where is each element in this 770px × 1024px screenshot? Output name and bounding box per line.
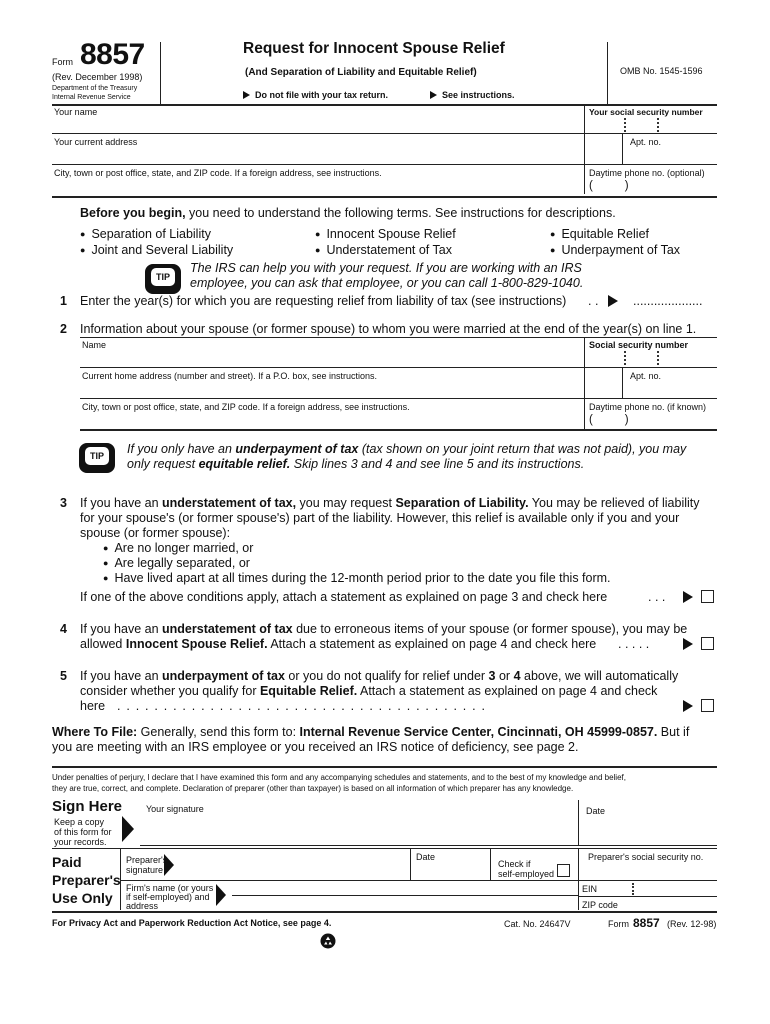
sign-note: Keep a copy [54,817,105,827]
preparer-date-label: Date [416,852,436,862]
arrow-right-icon [683,591,693,603]
line5-part: consider whether you qualify for [80,684,260,698]
firm-name-label: if self-employed) and [126,892,210,902]
ein-input[interactable] [600,882,716,894]
spouse-city-input[interactable] [82,413,582,427]
form-title: Request for Innocent Spouse Relief [243,40,505,57]
preparer-sig-label: Preparer's [126,855,168,865]
preparer-title: Use Only [52,890,113,906]
tip2-part: If you only have an [127,442,236,456]
line-number: 5 [60,669,67,683]
arrow-right-icon [683,700,693,712]
term-item: ● Joint and Several Liability [80,243,233,257]
arrow-right-icon [122,816,134,842]
condition-item: ● Have lived apart at all times during the 12-month period prior to the date you file this form. [103,571,611,585]
line3-bold: Separation of Liability. [395,496,529,510]
line5-part: or [495,669,514,683]
line5-checkbox[interactable] [701,699,714,712]
line4-bold: understatement of tax [162,622,293,636]
arrow-right-icon [164,854,174,876]
term-item: ● Understatement of Tax [315,243,452,257]
your-address-label: Your current address [54,137,138,147]
line3-part: you may request [296,496,396,510]
line4-text-2 [80,637,596,651]
line5-part: above, we will automatically [520,669,679,683]
tip-icon-label: TIP [151,268,175,286]
your-ssn-input[interactable] [590,118,716,132]
line4-part: allowed [80,637,126,651]
form-number: 8857 [80,38,145,71]
sign-note: your records. [54,837,107,847]
line-number: 2 [60,322,67,336]
recycle-icon [320,933,336,949]
before-you-begin [80,206,616,220]
where-to-file [52,725,689,739]
line5-bold: Equitable Relief. [259,684,358,698]
form-subtitle: (And Separation of Liability and Equitable Relief) [245,67,477,78]
tip2-text-1 [127,442,686,456]
spouse-apt-input[interactable] [626,382,716,396]
preparer-date-input[interactable] [416,862,486,878]
line3-checkbox[interactable] [701,590,714,603]
ein-label: EIN [582,884,598,894]
line4-part: Attach a statement as explained on page 4 and check here [267,637,597,651]
line3-text-1 [80,496,700,510]
footer-form-label: Form [608,919,629,929]
tip2-part: only request [127,457,199,471]
penalty-text-1: Under penalties of perjury, I declare that I have examined this form and any accompanying schedules and statements, and to the best of my knowledge and belief, [52,773,626,782]
where-to-file-address: Internal Revenue Service Center, Cincinnati, OH 45999-0857. [299,725,658,739]
tip-icon [145,264,181,294]
tip-text-1: The IRS can help you with your request. If you are working with an IRS [190,261,582,275]
revision-date: (Rev. December 1998) [52,72,143,82]
arrow-right-icon [683,638,693,650]
your-name-label: Your name [54,107,98,117]
your-phone-input[interactable]: ( ) [589,180,629,192]
catalog-number: Cat. No. 24647V [504,919,571,929]
line3-dots: . . . [648,590,666,604]
before-you-begin-bold: Before you begin, [80,206,186,220]
tip-text-2: employee, you can ask that employee, or you can call 1-800-829-1040. [190,276,584,290]
firm-name-label: Firm's name (or yours [126,883,214,893]
your-address-input[interactable] [54,148,614,162]
penalty-text-2: they are true, correct, and complete. Declaration of preparer (other than taxpayer) is based on all information of which preparer has any knowledge. [52,784,574,793]
tip2-bold: equitable relief. [198,457,291,471]
self-employed-label: Check if [498,859,531,869]
your-ssn-label: Your social security number [589,107,703,117]
term-item: ● Underpayment of Tax [550,243,680,257]
condition-item: ● Are legally separated, or [103,556,250,570]
line5-part: or you do not qualify for relief under [284,669,489,683]
sign-date-input[interactable] [586,818,716,842]
zip-code-input[interactable] [626,898,716,910]
line5-text-3: here [80,699,106,713]
term-item: ● Separation of Liability [80,227,211,241]
line5-dots: . . . . . . . . . . . . . . . . . . . . . . . . . . . . . . . . . . . . . . . . [117,699,487,713]
line3-bold: understatement of tax, [162,496,297,510]
sign-note: of this form for [54,827,112,837]
where-to-file-part: Generally, send this form to: [137,725,300,739]
line1-year-input[interactable]: .................... [633,294,703,308]
tip2-bold: underpayment of tax [235,442,359,456]
line5-part: If you have an [80,669,163,683]
arrow-right-icon [216,884,226,906]
line-number: 4 [60,622,67,636]
your-city-input[interactable] [54,179,582,193]
self-employed-checkbox[interactable] [557,864,570,877]
line5-bold: underpayment of tax [162,669,285,683]
preparer-sig-label: signature [126,865,164,875]
term-item: ● Equitable Relief [550,227,649,241]
spouse-ssn-label: Social security number [589,340,689,350]
where-to-file-part: But if [657,725,690,739]
line4-part: due to erroneous items of your spouse (or former spouse), you may be [292,622,688,636]
before-you-begin-text: you need to understand the following terms. See instructions for descriptions. [185,206,616,220]
line5-bold: 3 [488,669,496,683]
line-number: 1 [60,294,67,308]
where-to-file-label: Where To File: [52,725,138,739]
line3-part: You may be relieved of liability [528,496,700,510]
where-to-file-text-2: you are meeting with an IRS employee or you received an IRS notice of deficiency, see page 2. [52,740,579,754]
omb-number: OMB No. 1545-1596 [620,66,703,76]
preparer-signature-input[interactable] [180,852,405,876]
line5-text-2 [80,684,657,698]
spouse-address-label: Current home address (number and street). If a P.O. box, see instructions. [82,371,377,381]
line5-text-1 [80,669,678,683]
spouse-address-input[interactable] [82,382,612,396]
your-apt-input[interactable] [626,148,716,162]
sign-here-title: Sign Here [52,798,123,815]
preparer-ssn-input[interactable] [586,863,716,879]
line3-check-text: If one of the above conditions apply, attach a statement as explained on page 3 and check here [80,590,608,604]
footer-form-number: 8857 [633,916,660,930]
line4-part: If you have an [80,622,163,636]
your-signature-label: Your signature [146,804,204,814]
line-number: 3 [60,496,67,510]
preparer-ssn-label: Preparer's social security no. [588,852,704,862]
tip2-part: Skip lines 3 and 4 and see line 5 and its instructions. [290,457,585,471]
tip2-text-2 [127,457,584,471]
your-signature-input[interactable] [146,815,571,843]
line2-text: Information about your spouse (or former spouse) to whom you were married at the end of the year(s) on line 1. [80,322,697,336]
spouse-city-label: City, town or post office, state, and ZIP code. If a foreign address, see instructions. [82,402,410,412]
line4-dots: . . . . . [618,637,650,651]
see-instructions-note: See instructions. [442,90,515,100]
tip-icon [79,443,115,473]
condition-item: ● Are no longer married, or [103,541,253,555]
spouse-apt-label: Apt. no. [630,371,662,381]
line4-text-1 [80,622,687,636]
line1-text: Enter the year(s) for which you are requesting relief from liability of tax (see instructions) [80,294,567,308]
arrow-right-icon [243,91,250,99]
spouse-phone-label: Daytime phone no. (if known) [589,402,707,412]
preparer-title: Preparer's [52,872,121,888]
term-item: ● Innocent Spouse Relief [315,227,456,241]
arrow-right-icon [430,91,437,99]
line4-bold: Innocent Spouse Relief. [125,637,268,651]
spouse-ssn-input[interactable] [590,351,716,365]
your-name-input[interactable] [54,118,582,132]
self-employed-label: self-employed [498,869,555,879]
tip-icon-label: TIP [85,447,109,465]
privacy-notice: For Privacy Act and Paperwork Reduction Act Notice, see page 4. [52,918,332,928]
arrow-right-icon [608,295,618,307]
agency: Internal Revenue Service [52,94,131,101]
zip-code-label: ZIP code [582,900,618,910]
your-phone-label: Daytime phone no. (optional) [589,168,705,178]
spouse-name-input[interactable] [82,350,582,364]
your-apt-label: Apt. no. [630,137,662,147]
spouse-name-label: Name [82,340,107,350]
footer-revision: (Rev. 12-98) [667,919,717,929]
line1-dots: . . [588,294,599,308]
sign-date-label: Date [586,806,606,816]
your-city-label: City, town or post office, state, and ZIP code. If a foreign address, see instructions. [54,168,382,178]
form-label: Form [52,57,73,67]
line3-part: If you have an [80,496,163,510]
line5-part: Attach a statement as explained on page 4 and check [357,684,658,698]
preparer-title: Paid [52,854,82,870]
firm-name-label: address [126,901,159,911]
line3-text-2: for your spouse's (or former spouse's) part of the liability. However, this relief is available only if you and your [80,511,680,525]
do-not-file-note: Do not file with your tax return. [255,90,389,100]
department: Department of the Treasury [52,85,138,92]
line3-text-3: spouse (or former spouse): [80,526,231,540]
line5-bold: 4 [513,669,521,683]
spouse-phone-input[interactable]: ( ) [589,414,629,426]
line4-checkbox[interactable] [701,637,714,650]
tip2-part: (tax shown on your joint return that was not paid), you may [358,442,687,456]
